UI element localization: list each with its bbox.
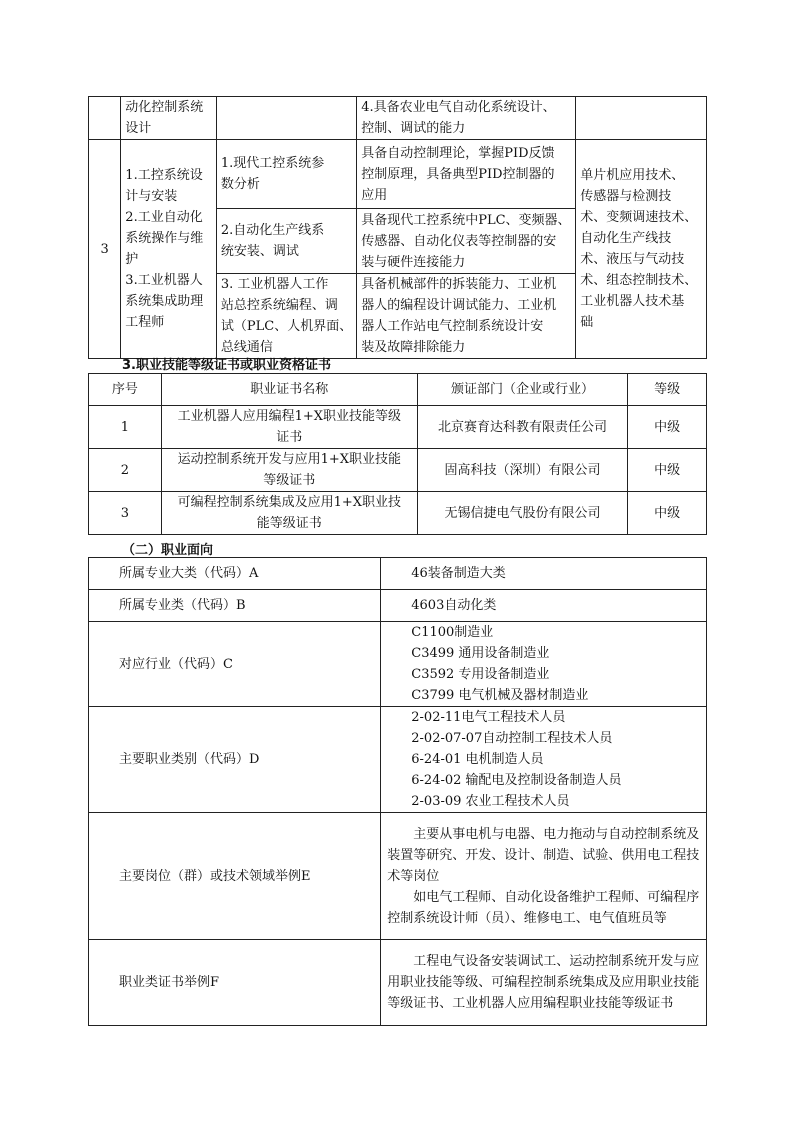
table-cell: 具备现代工控系统中PLC、变频器、 传感器、自动化仪表等控制器的安 装与硬件连接能力 <box>357 209 576 274</box>
table-cell: 具备机械部件的拆装能力、工业机 器人的编程设计调试能力、工业机 器人工作站电气控制系统设计安 装及故障排除能力 <box>357 274 576 359</box>
table-row <box>89 97 707 140</box>
row-label: 所属专业大类（代码）A <box>89 558 381 590</box>
table-row <box>89 406 707 449</box>
table-cell: 4.具备农业电气自动化系统设计、 控制、调试的能力 <box>357 97 576 140</box>
table-cell: 运动控制系统开发与应用1+X职业技能 等级证书 <box>161 449 417 492</box>
row-label: 职业类证书举例F <box>89 940 381 1026</box>
table-cell: 2 <box>89 449 162 492</box>
row-label: 所属专业类（代码）B <box>89 590 381 622</box>
table-row <box>89 140 707 209</box>
row-value: 工程电气设备安装调试工、运动控制系统开发与应用职业技能等级、可编程控制系统集成及应用职业技能等级证书、工业机器人应用编程职业技能等级证书 <box>381 940 707 1026</box>
row-number: 3 <box>89 140 121 359</box>
column-header: 等级 <box>628 374 707 406</box>
table-row <box>89 622 707 707</box>
table-cell <box>89 97 121 140</box>
table-row <box>89 449 707 492</box>
table-cell: 工业机器人应用编程1+X职业技能等级 证书 <box>161 406 417 449</box>
row-value: 2-02-11电气工程技术人员 2-02-07-07自动控制工程技术人员 6-24-01 电机制造人员 6-24-02 输配电及控制设备制造人员 2-03-09 农业工程技术人员 <box>381 707 707 813</box>
table-cell: 固高科技（深圳）有限公司 <box>417 449 627 492</box>
table-cell: 2.自动化生产线系 统安装、调试 <box>216 209 356 274</box>
table-row <box>89 707 707 813</box>
row-value: 46装备制造大类 <box>381 558 707 590</box>
table-cell: 北京赛育达科教有限责任公司 <box>417 406 627 449</box>
table-cell: 无锡信捷电气股份有限公司 <box>417 492 627 535</box>
occupation-table <box>88 557 707 1026</box>
table-cell: 1.现代工控系统参 数分析 <box>216 140 356 209</box>
table-row <box>89 813 707 940</box>
table-cell: 3 <box>89 492 162 535</box>
table-row <box>89 940 707 1026</box>
table-cell: 中级 <box>628 406 707 449</box>
table-row <box>89 558 707 590</box>
table-cell: 可编程控制系统集成及应用1+X职业技 能等级证书 <box>161 492 417 535</box>
table-row <box>89 590 707 622</box>
table-cell: 单片机应用技术、 传感器与检测技 术、变频调速技术、 自动化生产线技 术、液压与气动技 术、组态控制技术、 工业机器人技术基 础 <box>576 140 707 359</box>
row-value: 4603自动化类 <box>381 590 707 622</box>
column-header: 颁证部门（企业或行业） <box>417 374 627 406</box>
section-heading: 3.职业技能等级证书或职业资格证书 <box>122 358 331 373</box>
certificate-table <box>88 373 707 535</box>
training-table <box>88 96 707 359</box>
table-cell: 具备自动控制理论，掌握PID反馈 控制原理，具备典型PID控制器的 应用 <box>357 140 576 209</box>
row-label: 对应行业（代码）C <box>89 622 381 707</box>
table-cell: 1 <box>89 406 162 449</box>
row-label: 主要职业类别（代码）D <box>89 707 381 813</box>
table-row <box>89 492 707 535</box>
row-value: 主要从事电机与电器、电力拖动与自动控制系统及装置等研究、开发、设计、制造、试验、供用电工程技术等岗位 如电气工程师、自动化设备维护工程师、可编程序控制系统设计师（员）、维修电工、电气值班员等 <box>381 813 707 940</box>
row-value: C1100制造业 C3499 通用设备制造业 C3592 专用设备制造业 C3799 电气机械及器材制造业 <box>381 622 707 707</box>
row-label: 主要岗位（群）或技术领域举例E <box>89 813 381 940</box>
table-header-row <box>89 374 707 406</box>
table-cell: 1.工控系统设 计与安装 2.工业自动化 系统操作与维 护 3.工业机器人 系统集成助理 工程师 <box>121 140 217 359</box>
column-header: 职业证书名称 <box>161 374 417 406</box>
table-cell <box>216 97 356 140</box>
section-heading: （二）职业面向 <box>122 543 214 558</box>
table-cell: 中级 <box>628 492 707 535</box>
table-cell: 3. 工业机器人工作 站总控系统编程、调 试（PLC、人机界面、 总线通信 <box>216 274 356 359</box>
table-cell <box>576 97 707 140</box>
table-cell: 中级 <box>628 449 707 492</box>
column-header: 序号 <box>89 374 162 406</box>
table-cell: 动化控制系统 设计 <box>121 97 217 140</box>
